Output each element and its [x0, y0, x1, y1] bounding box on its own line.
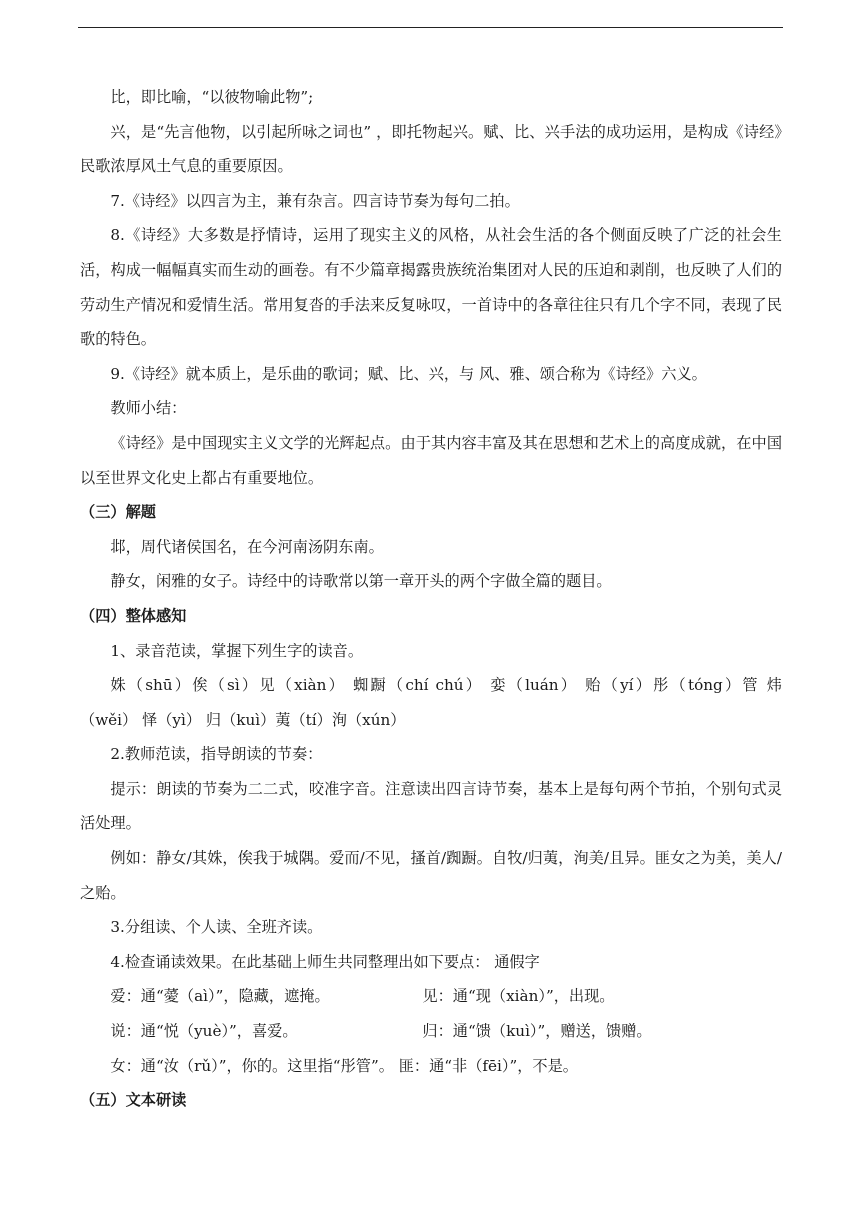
reading-hint: 提示：朗读的节奏为二二式，咬准字音。注意读出四言诗节奏，基本上是每句两个节拍，个别句式灵活处理。	[80, 779, 782, 833]
section4-item4: 4.检查诵读效果。在此基础上师生共同整理出如下要点： 通假字	[110, 952, 540, 971]
section4-item1: 1、录音范读，掌握下列生字的读音。	[110, 641, 364, 660]
section3-line1: 邶，周代诸侯国名，在今河南汤阴东南。	[110, 537, 384, 556]
pronunciation-line-2: （wěi） 怿（yì） 归（kuì）荑（tí）洵（xún）	[80, 710, 406, 729]
section4-item2: 2.教师范读，指导朗读的节奏：	[110, 745, 323, 764]
paragraph-xing: 兴，是“先言他物，以引起所咏之词也” ，即托物起兴。赋、比、兴手法的成功运用，是构成《诗经》民歌浓厚风土气息的重要原因。	[80, 122, 782, 176]
section3-line2: 静女，闲雅的女子。诗经中的诗歌常以第一章开头的两个字做全篇的题目。	[110, 572, 612, 591]
paragraph-bi: 比，即比喻，“以彼物喻此物”;	[110, 88, 314, 106]
tongjia-left: 说：通“悦（yuè）”，喜爱。	[110, 1022, 298, 1041]
tongjia-left: 爱：通“薆（aì）”，隐藏，遮掩。	[110, 987, 330, 1006]
tongjia-row	[80, 1014, 782, 1049]
tongjia-row	[80, 979, 782, 1014]
reading-example: 例如：静女/其姝，俟我于城隅。爱而/不见，搔首/踟蹰。自牧/归荑，洵美/且异。匪女之为美，美人/之贻。	[80, 849, 782, 902]
paragraph-7: 7.《诗经》以四言为主，兼有杂言。四言诗节奏为每句二拍。	[110, 191, 520, 210]
section-heading-3: （三）解题	[80, 503, 156, 522]
document-body	[80, 80, 782, 1118]
paragraph-8: 8.《诗经》大多数是抒情诗，运用了现实主义的风格，从社会生活的各个侧面反映了广泛的社会生活，构成一幅幅真实而生动的画卷。有不少篇章揭露贵族统治集团对人民的压迫和剥削，也反映了人们的劳动生产情况和爱情生活。常用复沓的手法来反复咏叹，一首诗中的各章往往只有几个字不同，表现了民歌的特色。	[80, 226, 782, 349]
tongjia-last-line: 女：通“汝（rǔ）”，你的。这里指“彤管”。 匪：通“非（fēi）”，不是。	[110, 1056, 578, 1075]
section4-item3: 3.分组读、个人读、全班齐读。	[110, 918, 323, 937]
header-rule	[78, 27, 783, 28]
pronunciation-line-1: 姝（shū）俟（sì）见（xiàn） 蜘蹰（chí chú） 娈（luán） 贻（yí）彤（tóng）管 炜	[110, 676, 782, 695]
teacher-summary-label: 教师小结：	[110, 399, 187, 418]
section-heading-5: （五）文本研读	[80, 1091, 187, 1110]
paragraph-9: 9.《诗经》就本质上，是乐曲的歌词；赋、比、兴，与 风、雅、颂合称为《诗经》六义。	[110, 364, 707, 383]
tongjia-right: 归：通“馈（kuì）”，赠送，馈赠。	[422, 1022, 652, 1041]
section-heading-4: （四）整体感知	[80, 606, 187, 625]
tongjia-right: 见：通“现（xiàn）”，出现。	[422, 987, 615, 1006]
teacher-summary: 《诗经》是中国现实主义文学的光辉起点。由于其内容丰富及其在思想和艺术上的高度成就，在中国以至世界文化史上都占有重要地位。	[80, 433, 782, 487]
